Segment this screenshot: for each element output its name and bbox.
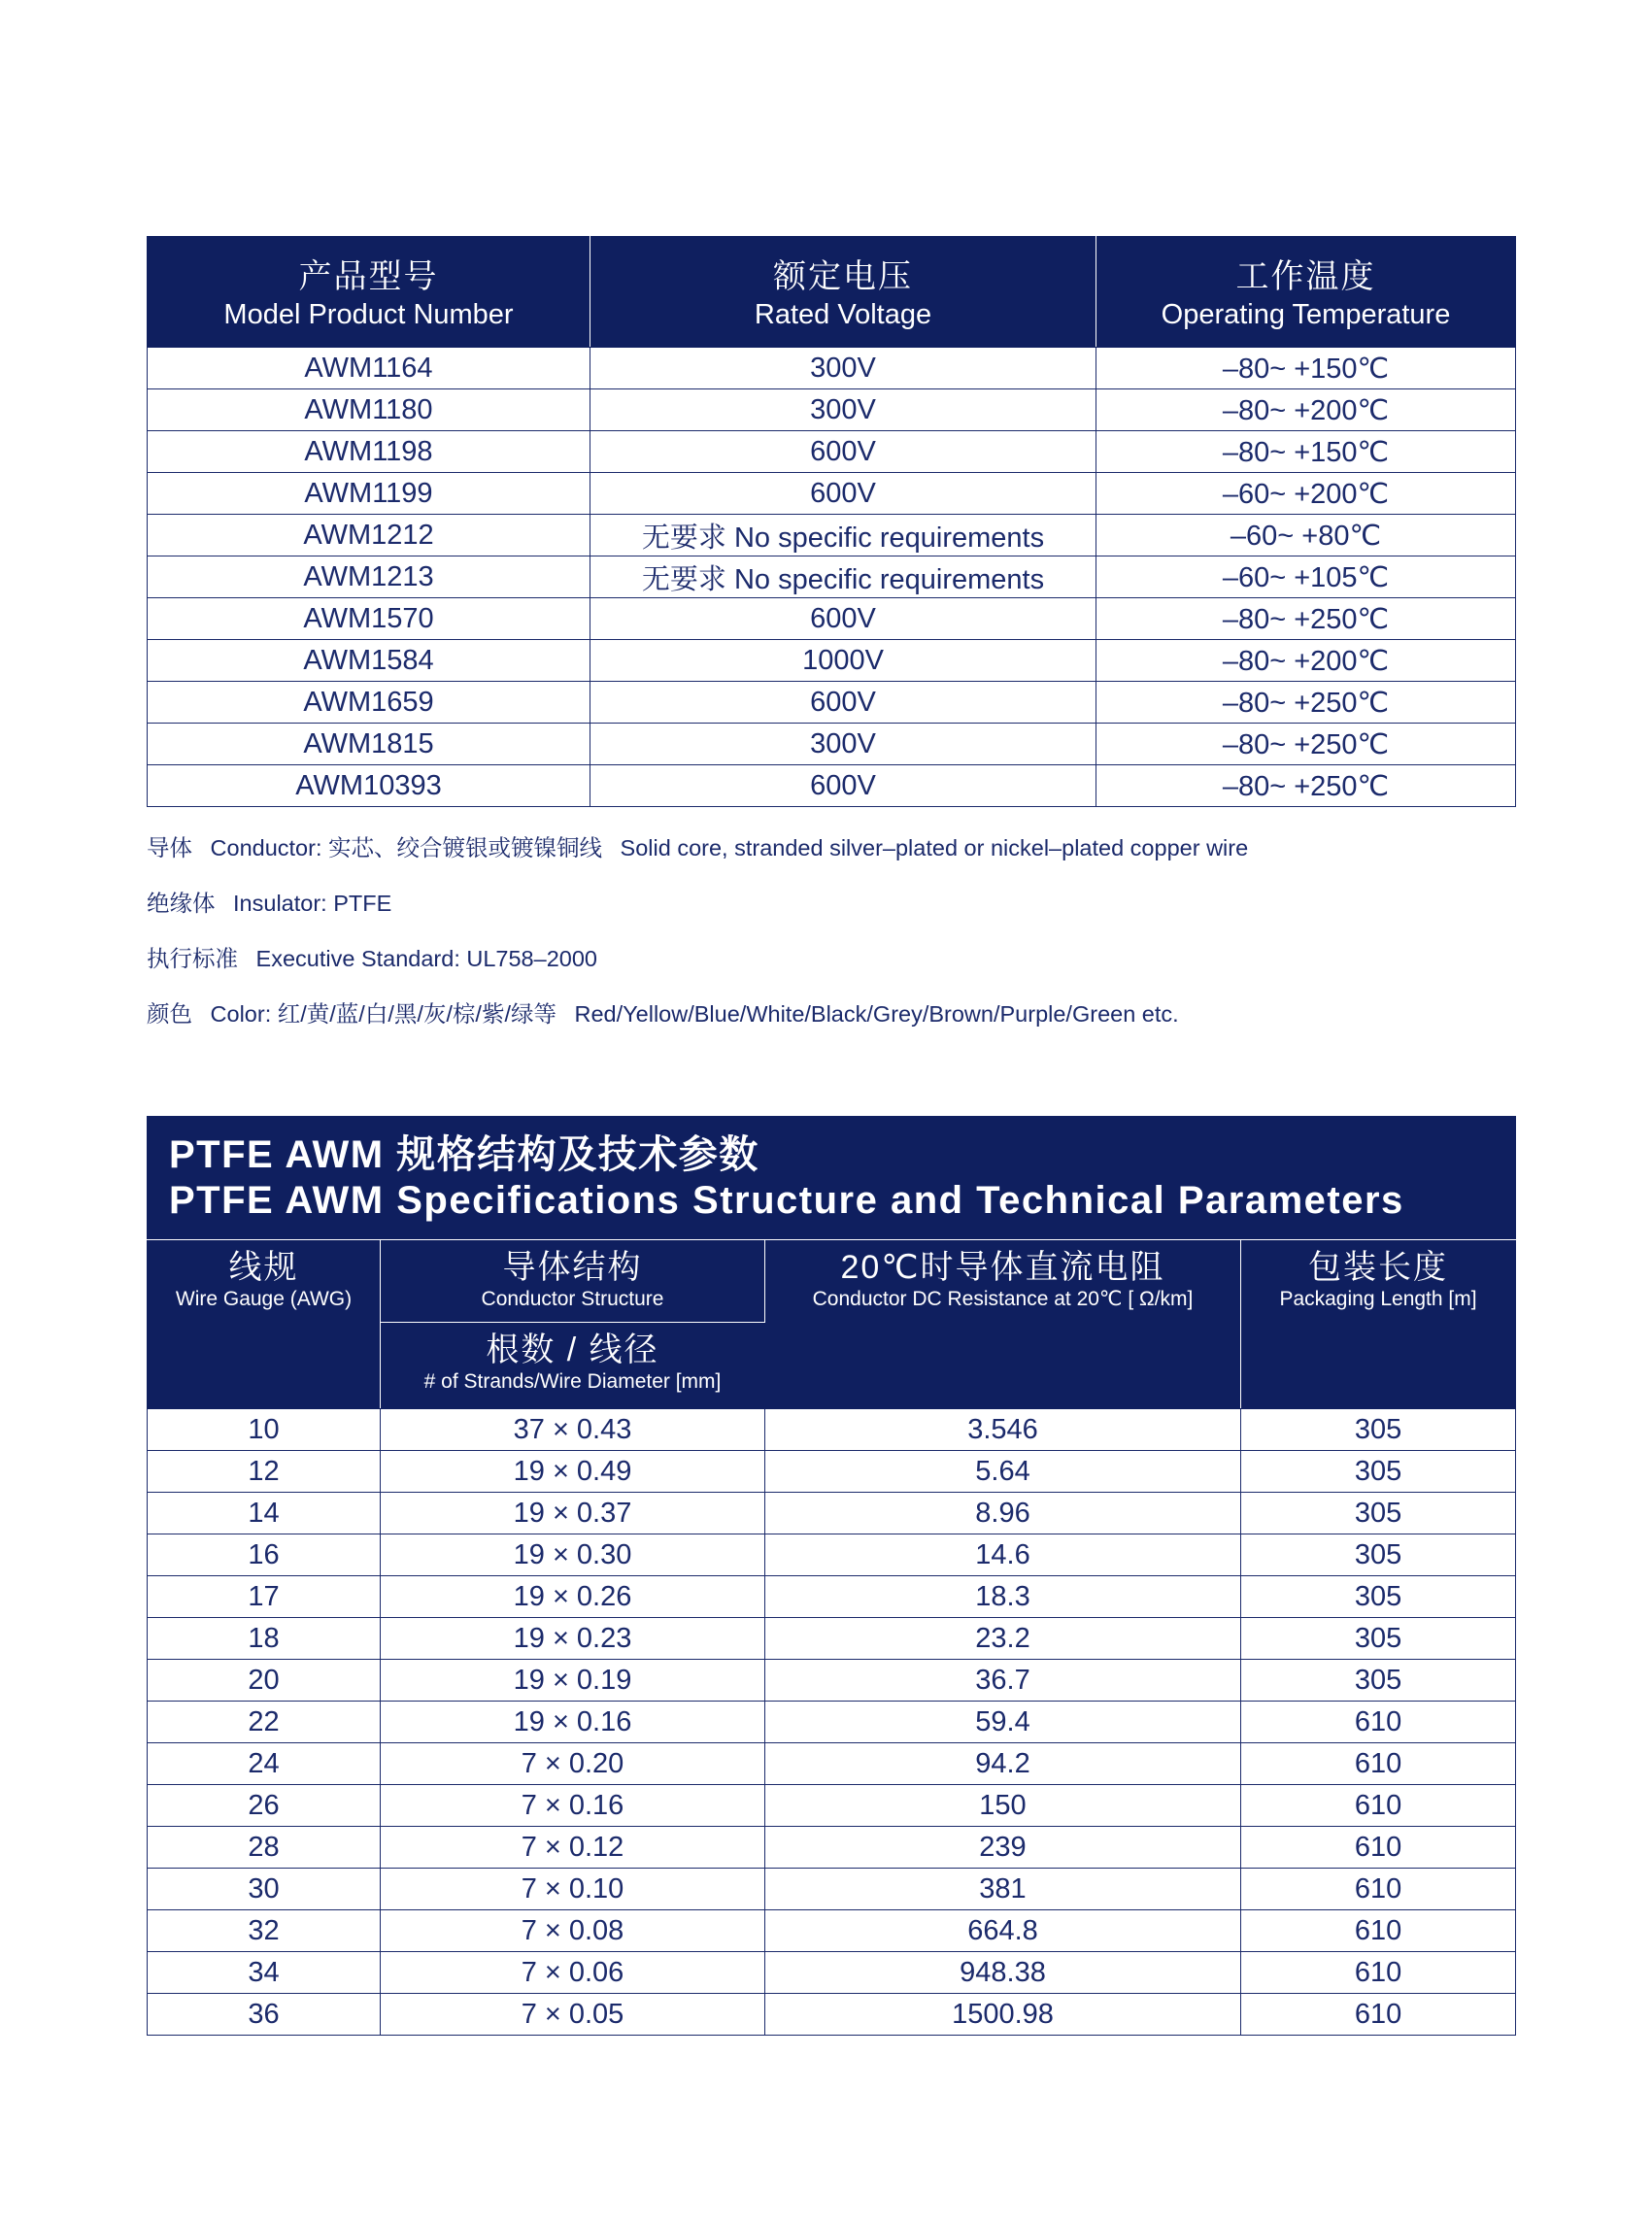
model-cell: AWM1198 xyxy=(148,431,590,473)
header-wire-gauge xyxy=(148,1240,381,1409)
table-row xyxy=(148,682,1516,724)
resistance-cell: 8.96 xyxy=(765,1493,1241,1534)
header-strands-diameter-cn: 根数 / 线径 xyxy=(486,1332,659,1368)
resistance-cell: 150 xyxy=(765,1785,1241,1827)
spec-title-cn: PTFE AWM 规格结构及技术参数 xyxy=(169,1133,759,1176)
header-rated-voltage-en: Rated Voltage xyxy=(754,298,932,330)
note-insulator-text: Insulator: PTFE xyxy=(233,891,392,916)
length-cell: 305 xyxy=(1241,1409,1516,1451)
voltage-cell: 300V xyxy=(590,348,1096,389)
resistance-cell: 5.64 xyxy=(765,1451,1241,1493)
awg-cell: 16 xyxy=(148,1534,381,1576)
specification-notes xyxy=(147,833,1515,1055)
length-cell: 305 xyxy=(1241,1618,1516,1660)
strands-cell: 19 × 0.23 xyxy=(381,1618,765,1660)
header-strands-diameter xyxy=(381,1323,765,1409)
temperature-cell: –80~ +250℃ xyxy=(1096,682,1516,724)
spec-table-body xyxy=(148,1409,1516,2036)
table-row xyxy=(148,1660,1516,1702)
voltage-cell: 600V xyxy=(590,473,1096,515)
table-row xyxy=(148,431,1516,473)
model-cell: AWM10393 xyxy=(148,765,590,807)
resistance-cell: 3.546 xyxy=(765,1409,1241,1451)
length-cell: 305 xyxy=(1241,1451,1516,1493)
temperature-cell: –60~ +105℃ xyxy=(1096,556,1516,598)
header-rated-voltage xyxy=(590,237,1096,348)
header-packaging-length-en: Packaging Length [m] xyxy=(1279,1288,1477,1310)
awg-cell: 20 xyxy=(148,1660,381,1702)
voltage-cell: 600V xyxy=(590,598,1096,640)
table-row xyxy=(148,1493,1516,1534)
model-table-body xyxy=(148,348,1516,807)
temperature-cell: –80~ +250℃ xyxy=(1096,598,1516,640)
note-color-text: Color: 红/黄/蓝/白/黑/灰/棕/紫/绿等 xyxy=(210,1001,556,1027)
header-dc-resistance-cn: 20℃时导体直流电阻 xyxy=(840,1249,1165,1286)
spec-table-title xyxy=(148,1117,1516,1240)
header-wire-gauge-cn: 线规 xyxy=(228,1249,299,1286)
temperature-cell: –80~ +200℃ xyxy=(1096,640,1516,682)
table-row xyxy=(148,348,1516,389)
table-row xyxy=(148,1910,1516,1952)
length-cell: 305 xyxy=(1241,1493,1516,1534)
note-standard-text: Executive Standard: UL758–2000 xyxy=(255,946,597,971)
strands-cell: 37 × 0.43 xyxy=(381,1409,765,1451)
temperature-cell: –80~ +150℃ xyxy=(1096,348,1516,389)
note-conductor-extra: Solid core, stranded silver–plated or nickel–plated copper wire xyxy=(620,835,1249,860)
table-row xyxy=(148,640,1516,682)
temperature-cell: –60~ +200℃ xyxy=(1096,473,1516,515)
header-operating-temperature-en: Operating Temperature xyxy=(1161,298,1451,330)
resistance-cell: 14.6 xyxy=(765,1534,1241,1576)
header-model-number-cn: 产品型号 xyxy=(298,257,439,295)
voltage-cell: 600V xyxy=(590,765,1096,807)
temperature-cell: –80~ +200℃ xyxy=(1096,389,1516,431)
note-insulator-label: 绝缘体 xyxy=(147,891,216,916)
model-cell: AWM1212 xyxy=(148,515,590,556)
strands-cell: 7 × 0.20 xyxy=(381,1743,765,1785)
note-conductor xyxy=(147,833,1515,862)
header-dc-resistance-en: Conductor DC Resistance at 20℃ [ Ω/km] xyxy=(812,1288,1194,1310)
strands-cell: 7 × 0.10 xyxy=(381,1869,765,1910)
model-cell: AWM1815 xyxy=(148,724,590,765)
header-strands-diameter-en: # of Strands/Wire Diameter [mm] xyxy=(423,1370,722,1393)
voltage-cell: 无要求 No specific requirements xyxy=(590,515,1096,556)
resistance-cell: 664.8 xyxy=(765,1910,1241,1952)
awg-cell: 14 xyxy=(148,1493,381,1534)
model-cell: AWM1164 xyxy=(148,348,590,389)
header-rated-voltage-cn: 额定电压 xyxy=(773,257,913,295)
length-cell: 305 xyxy=(1241,1576,1516,1618)
length-cell: 610 xyxy=(1241,1743,1516,1785)
header-packaging-length-cn: 包装长度 xyxy=(1308,1249,1448,1286)
model-cell: AWM1570 xyxy=(148,598,590,640)
strands-cell: 7 × 0.05 xyxy=(381,1994,765,2036)
model-table-header-row xyxy=(148,237,1516,348)
temperature-cell: –80~ +250℃ xyxy=(1096,724,1516,765)
strands-cell: 19 × 0.37 xyxy=(381,1493,765,1534)
note-insulator xyxy=(147,889,1515,918)
resistance-cell: 381 xyxy=(765,1869,1241,1910)
awg-cell: 10 xyxy=(148,1409,381,1451)
strands-cell: 7 × 0.08 xyxy=(381,1910,765,1952)
header-wire-gauge-en: Wire Gauge (AWG) xyxy=(175,1288,353,1310)
length-cell: 305 xyxy=(1241,1534,1516,1576)
model-cell: AWM1213 xyxy=(148,556,590,598)
model-voltage-temperature-table xyxy=(147,236,1516,807)
spec-title-en: PTFE AWM Specifications Structure and Technical Parameters xyxy=(169,1179,1404,1222)
voltage-cell: 1000V xyxy=(590,640,1096,682)
length-cell: 610 xyxy=(1241,1869,1516,1910)
resistance-cell: 23.2 xyxy=(765,1618,1241,1660)
resistance-cell: 948.38 xyxy=(765,1952,1241,1994)
resistance-cell: 18.3 xyxy=(765,1576,1241,1618)
length-cell: 305 xyxy=(1241,1660,1516,1702)
header-model-number xyxy=(148,237,590,348)
header-operating-temperature-cn: 工作温度 xyxy=(1235,257,1376,295)
header-conductor-structure-en: Conductor Structure xyxy=(481,1288,664,1310)
temperature-cell: –60~ +80℃ xyxy=(1096,515,1516,556)
table-row xyxy=(148,724,1516,765)
ptfe-awm-specifications-table xyxy=(147,1116,1516,2036)
header-dc-resistance xyxy=(765,1240,1241,1409)
length-cell: 610 xyxy=(1241,1827,1516,1869)
note-conductor-label: 导体 xyxy=(147,835,192,860)
table-row xyxy=(148,556,1516,598)
strands-cell: 19 × 0.30 xyxy=(381,1534,765,1576)
table-row xyxy=(148,1534,1516,1576)
awg-cell: 34 xyxy=(148,1952,381,1994)
awg-cell: 26 xyxy=(148,1785,381,1827)
table-row xyxy=(148,515,1516,556)
length-cell: 610 xyxy=(1241,1785,1516,1827)
table-row xyxy=(148,389,1516,431)
model-cell: AWM1199 xyxy=(148,473,590,515)
resistance-cell: 94.2 xyxy=(765,1743,1241,1785)
resistance-cell: 1500.98 xyxy=(765,1994,1241,2036)
voltage-cell: 300V xyxy=(590,724,1096,765)
model-cell: AWM1584 xyxy=(148,640,590,682)
voltage-cell: 300V xyxy=(590,389,1096,431)
length-cell: 610 xyxy=(1241,1910,1516,1952)
spec-title-row xyxy=(148,1117,1516,1240)
length-cell: 610 xyxy=(1241,1952,1516,1994)
table-row xyxy=(148,1409,1516,1451)
strands-cell: 7 × 0.06 xyxy=(381,1952,765,1994)
note-color xyxy=(147,999,1515,1028)
table-row xyxy=(148,1869,1516,1910)
note-standard xyxy=(147,944,1515,973)
header-packaging-length xyxy=(1241,1240,1516,1409)
table-row xyxy=(148,473,1516,515)
strands-cell: 7 × 0.16 xyxy=(381,1785,765,1827)
header-model-number-en: Model Product Number xyxy=(223,298,514,330)
strands-cell: 19 × 0.16 xyxy=(381,1702,765,1743)
voltage-cell: 无要求 No specific requirements xyxy=(590,556,1096,598)
voltage-cell: 600V xyxy=(590,431,1096,473)
model-cell: AWM1180 xyxy=(148,389,590,431)
resistance-cell: 59.4 xyxy=(765,1702,1241,1743)
header-operating-temperature xyxy=(1096,237,1516,348)
table-row xyxy=(148,1994,1516,2036)
table-row xyxy=(148,1827,1516,1869)
note-standard-label: 执行标准 xyxy=(147,946,238,971)
note-conductor-text: Conductor: 实芯、绞合镀银或镀镍铜线 xyxy=(210,835,603,860)
resistance-cell: 239 xyxy=(765,1827,1241,1869)
note-color-extra: Red/Yellow/Blue/White/Black/Grey/Brown/Purple/Green etc. xyxy=(574,1001,1179,1027)
awg-cell: 22 xyxy=(148,1702,381,1743)
table-row xyxy=(148,1576,1516,1618)
awg-cell: 30 xyxy=(148,1869,381,1910)
awg-cell: 17 xyxy=(148,1576,381,1618)
table-row xyxy=(148,1618,1516,1660)
resistance-cell: 36.7 xyxy=(765,1660,1241,1702)
awg-cell: 36 xyxy=(148,1994,381,2036)
table-row xyxy=(148,1743,1516,1785)
note-color-label: 颜色 xyxy=(147,1001,192,1027)
voltage-cell: 600V xyxy=(590,682,1096,724)
awg-cell: 18 xyxy=(148,1618,381,1660)
temperature-cell: –80~ +150℃ xyxy=(1096,431,1516,473)
awg-cell: 32 xyxy=(148,1910,381,1952)
temperature-cell: –80~ +250℃ xyxy=(1096,765,1516,807)
table-row xyxy=(148,1702,1516,1743)
header-conductor-structure-cn: 导体结构 xyxy=(502,1249,643,1286)
model-cell: AWM1659 xyxy=(148,682,590,724)
table-row xyxy=(148,765,1516,807)
length-cell: 610 xyxy=(1241,1702,1516,1743)
awg-cell: 24 xyxy=(148,1743,381,1785)
awg-cell: 12 xyxy=(148,1451,381,1493)
strands-cell: 7 × 0.12 xyxy=(381,1827,765,1869)
length-cell: 610 xyxy=(1241,1994,1516,2036)
table-row xyxy=(148,598,1516,640)
table-row xyxy=(148,1451,1516,1493)
strands-cell: 19 × 0.49 xyxy=(381,1451,765,1493)
awg-cell: 28 xyxy=(148,1827,381,1869)
table-row xyxy=(148,1952,1516,1994)
strands-cell: 19 × 0.26 xyxy=(381,1576,765,1618)
table-row xyxy=(148,1785,1516,1827)
spec-header-row-1 xyxy=(148,1240,1516,1323)
strands-cell: 19 × 0.19 xyxy=(381,1660,765,1702)
header-conductor-structure xyxy=(381,1240,765,1323)
